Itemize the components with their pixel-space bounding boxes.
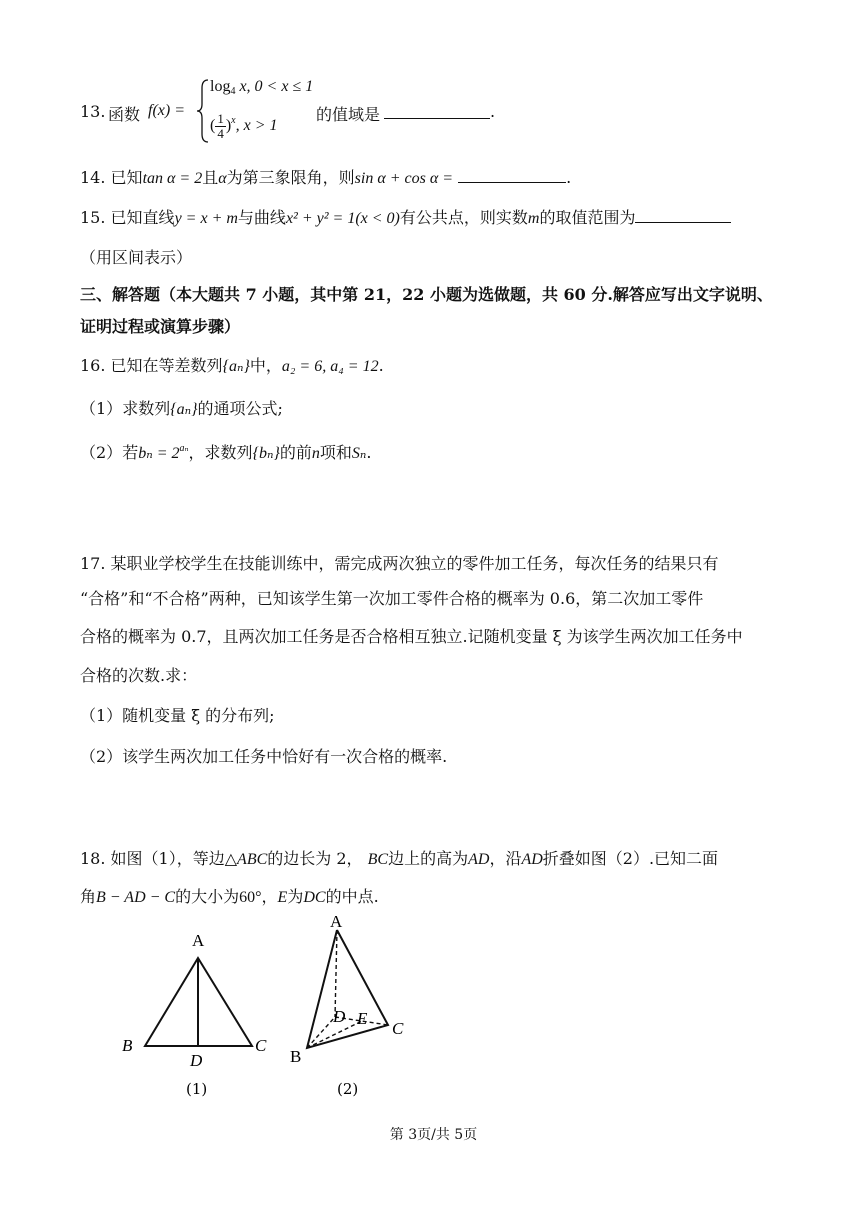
q16-part2-math-b: bₙ = 2 xyxy=(138,445,180,462)
q18-text: 边上的高为 xyxy=(388,849,469,868)
q14-answer-blank xyxy=(458,168,566,183)
q18-math-e: E xyxy=(277,889,288,906)
q18-text: 折叠如图（2）.已知二面 xyxy=(542,849,719,868)
section3-heading-line2: 证明过程或演算步骤） xyxy=(80,317,241,336)
q17-part1: （1）随机变量 ξ 的分布列; xyxy=(80,706,275,725)
q14-number: 14. xyxy=(80,168,106,187)
q16-part2-label: （2） xyxy=(80,443,123,462)
q16-part1-math: {aₙ} xyxy=(170,401,198,418)
fig2-caption: (2) xyxy=(337,1080,359,1098)
q15-math-curve: x² + y² = 1(x < 0) xyxy=(285,210,400,227)
q16-part1 xyxy=(80,396,283,419)
q18-math-triangle: △ABC xyxy=(224,851,268,868)
q18-math-dihedral: B − AD − C xyxy=(96,889,176,906)
q16-stem xyxy=(80,353,384,376)
q18-text: ， xyxy=(261,887,278,906)
q15 xyxy=(80,205,731,228)
q18-line1 xyxy=(80,846,718,869)
q16-part1-text: 求数列 xyxy=(122,399,171,418)
fig2-label-a: A xyxy=(330,912,343,931)
q16-part1-label: （1） xyxy=(80,399,123,418)
q18-math-angle: 60° xyxy=(239,889,262,906)
brace-icon xyxy=(196,78,210,144)
q18-text: 的中点. xyxy=(325,887,379,906)
fig1-label-c: C xyxy=(255,1036,267,1055)
q18-text: 为 xyxy=(287,887,304,906)
q13-case1: $\log_4 x$, 0 < x ≤ 1 xyxy=(210,78,314,97)
fig1-label-a: A xyxy=(192,931,205,950)
q14-end: . xyxy=(566,168,572,187)
page-footer: 第 3页/共 5页 xyxy=(389,1127,478,1143)
q13-text-before: 函数 xyxy=(108,105,141,124)
q13-number: 13. xyxy=(80,102,106,121)
q18-math-bc: BC xyxy=(367,851,389,868)
q16-part2-text: 的前 xyxy=(279,443,312,462)
q18-text: 如图（1），等边 xyxy=(110,849,225,868)
q13-function: f(x) = xyxy=(148,102,185,119)
fig2-label-d: D xyxy=(333,1007,346,1026)
q16-part2-math-n: n xyxy=(311,445,320,462)
q15-number: 15. xyxy=(80,208,106,227)
q16-math-given: a₂ = 6, a₄ = 12 xyxy=(281,358,379,375)
q16-text: 中， xyxy=(249,356,282,375)
q18-text: 的大小为 xyxy=(175,887,240,906)
q17-part2: （2）该学生两次加工任务中恰好有一次合格的概率. xyxy=(80,747,448,766)
fig2-label-c: C xyxy=(392,1019,404,1038)
q15-text: 与曲线 xyxy=(237,208,286,227)
q13-end: . xyxy=(490,102,496,121)
q16-end: . xyxy=(378,356,384,375)
fig2-label-e: E xyxy=(357,1009,368,1028)
q18-math-ad: AD xyxy=(468,851,490,868)
q15-answer-blank xyxy=(635,208,731,223)
q16-math-seq: {aₙ} xyxy=(222,358,250,375)
q14-math-alpha: α xyxy=(218,170,227,187)
q18-text: 的边长为 2， xyxy=(267,849,363,868)
q13-case2: ( $\frac{1}{4}$ )$^x$, x > 1 xyxy=(210,111,278,141)
q13-text-after: 的值域是 xyxy=(316,105,381,124)
q18-line2 xyxy=(80,884,379,907)
q16-number: 16. xyxy=(80,356,106,375)
q16-part2 xyxy=(80,440,371,463)
q15-text: 已知直线 xyxy=(110,208,175,227)
q18-number: 18. xyxy=(80,849,106,868)
q18-text: 角 xyxy=(80,887,97,906)
q14-math-sincos: sin α + cos α = xyxy=(354,170,454,187)
q16-part2-text: 项和 xyxy=(319,443,352,462)
fig1-label-d: D xyxy=(190,1051,203,1070)
q13 xyxy=(80,74,780,154)
q17-line4: 合格的次数.求： xyxy=(80,666,198,685)
fig1-label-b: B xyxy=(122,1036,133,1055)
figure-1-equilateral-triangle xyxy=(110,920,280,1100)
q17-line2: “合格”和“不合格”两种，已知该学生第一次加工零件合格的概率为 0.6，第二次加工零件 xyxy=(80,589,704,608)
q14-math-tan: tan α = 2 xyxy=(142,170,203,187)
q18-text: ，沿 xyxy=(489,849,522,868)
fig2-label-b: B xyxy=(290,1047,302,1066)
figure-2-folded-tetrahedron xyxy=(280,905,420,1100)
q16-part2-text: ，求数列 xyxy=(188,443,253,462)
q14-text: 且 xyxy=(202,168,219,187)
section3-heading-line1: 三、解答题（本大题共 7 小题，其中第 21，22 小题为选做题，共 60 分.解答应写出文字说明、 xyxy=(80,285,773,304)
q17-line1: 17. 某职业学校学生在技能训练中，需完成两次独立的零件加工任务，每次任务的结果只有 xyxy=(80,554,719,573)
q15-math-m: m xyxy=(527,210,540,227)
q16-part2-math-seq: {bₙ} xyxy=(252,445,280,462)
q16-part2-exponent: aₙ xyxy=(179,443,189,454)
q15-line2: （用区间表示） xyxy=(80,248,193,267)
q18-math-dc: DC xyxy=(303,889,326,906)
q15-math-line: y = x + m xyxy=(174,210,238,227)
q18-math-ad: AD xyxy=(521,851,543,868)
q16-part2-math-s: Sₙ xyxy=(351,445,367,462)
q13-answer-blank xyxy=(384,104,490,119)
fig1-caption: (1) xyxy=(186,1080,208,1098)
q17-line3: 合格的概率为 0.7，且两次加工任务是否合格相互独立.记随机变量 ξ 为该学生两次加工任务中 xyxy=(80,627,743,646)
q14-text: 为第三象限角，则 xyxy=(226,168,355,187)
q16-part2-text: 若 xyxy=(122,443,139,462)
q14 xyxy=(80,165,571,188)
q15-text: 有公共点，则实数 xyxy=(399,208,528,227)
q16-part2-end: . xyxy=(366,443,372,462)
q14-text: 已知 xyxy=(110,168,143,187)
q15-text: 的取值范围为 xyxy=(539,208,636,227)
q16-text: 已知在等差数列 xyxy=(110,356,223,375)
q16-part1-text: 的通项公式; xyxy=(197,399,283,418)
